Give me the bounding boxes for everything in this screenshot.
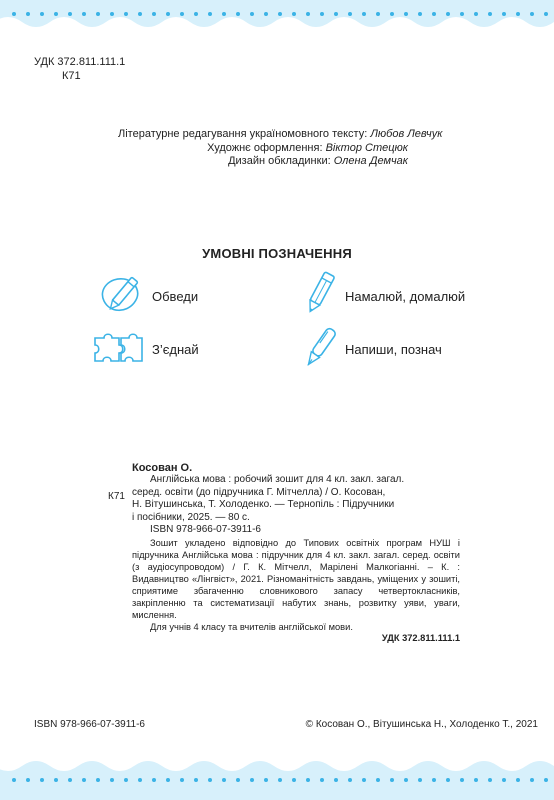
udk-code: УДК 372.811.111.1 [34, 56, 126, 68]
biblio-line-1: Англійська мова : робочий зошит для 4 кл. закл. загал. [150, 474, 405, 485]
footer-copyright: © Косован О., Вітушинська Н., Холоденко Т., 2021 [305, 719, 538, 730]
legend-title: УМОВНІ ПОЗНАЧЕННЯ [202, 246, 352, 261]
puzzle-icon [92, 330, 144, 366]
pencil-icon [300, 270, 340, 320]
pen-icon [302, 324, 338, 374]
udk-index: К71 [62, 70, 81, 82]
biblio-author: Косован О. [132, 462, 193, 474]
top-wave-border [0, 0, 554, 36]
footer-isbn: ISBN 978-966-07-3911-6 [34, 719, 145, 730]
legend-label-write: Напиши, познач [345, 342, 442, 357]
credit-editor: Літературне редагування україномовного тексту: Любов Левчук [118, 128, 443, 140]
legend-label-connect: З’єднай [152, 342, 199, 357]
biblio-record [132, 462, 460, 643]
biblio-isbn: ISBN 978-966-07-3911-6 [150, 524, 261, 535]
biblio-line-4: і посібники, 2025. — 80 с. [132, 511, 250, 523]
biblio-udk: УДК 372.811.111.1 [381, 632, 460, 643]
legend-label-trace: Обведи [152, 289, 199, 304]
biblio-line-2: серед. освіти (до підручника Г. Мітчелла) / О. Косован, [132, 486, 386, 498]
pencil-circle-icon [96, 271, 146, 319]
legend-label-draw: Намалюй, домалюй [345, 289, 466, 304]
biblio-annotation: Зошит укладено відповідно до Типових освітніх програм НУШ і підручника Англійська мова : підручник для 4 кл. закл. загал. серед. освіти (з аудіосупроводом) / Г. К. Мітчелл, Марілені Малкогіанні. – К. : Видавництво «Лінгвіст», 2021. Різноманітність завдань, уміщених у зошиті, сприятиме збагаченню словникового запасу четвертокласників, закріпленню та систематизації набутих знань, розвитку уяви, уваги, мислення. [132, 537, 460, 620]
biblio-audience: Для учнів 4 класу та вчителів англійської мови. [150, 621, 353, 632]
credit-cover: Дизайн обкладинки: Олена Демчак [228, 155, 408, 167]
bottom-wave-border [0, 750, 554, 800]
credit-artist: Художнє оформлення: Віктор Стецюк [207, 141, 408, 154]
biblio-line-3: Н. Вітушинська, Т. Холоденко. — Тернопіль : Підручники [132, 499, 395, 510]
credits-block [118, 128, 443, 169]
biblio-index: К71 [108, 491, 125, 502]
